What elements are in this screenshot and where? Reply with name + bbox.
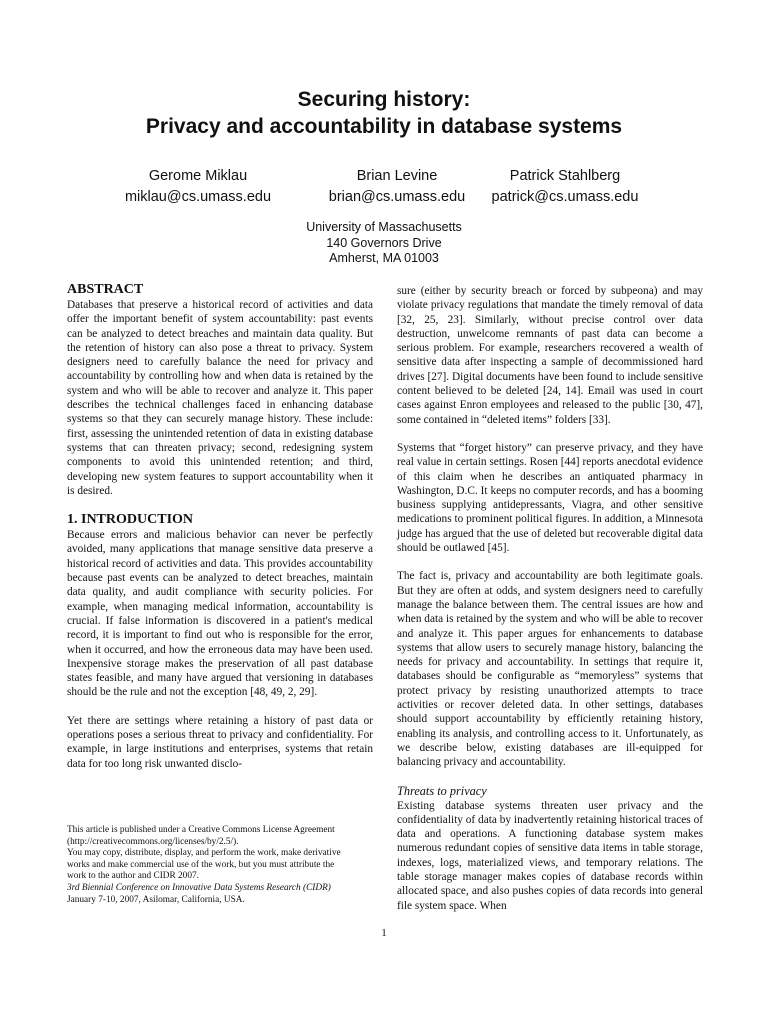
affiliation-line: 140 Governors Drive xyxy=(326,235,442,250)
footnote-line: You may copy, distribute, display, and perform the work, make derivative xyxy=(67,848,341,859)
body-paragraph: Systems that “forget history” can preserve privacy, and they have real value in certain settings. Rosen [44] reports anecdotal evidence of this claim when he describes an antiquated pharmacy in Washington, D.C. It keeps no computer records, and has a booming business supplying antidepressants, Viagra, and other sensitive medications to prominent political figures. In addition, a Minnesota judge has argued that the use of deleted but recoverable digital data should be outlawed [45]. xyxy=(397,441,703,555)
affiliation-line: Amherst, MA 01003 xyxy=(329,251,439,265)
page-number: 1 xyxy=(381,927,387,939)
copyright-footnote xyxy=(67,825,377,906)
author-email: brian@cs.umass.edu xyxy=(328,189,466,205)
footnote-line: works and make commercial use of the work, but you must attribute the xyxy=(67,859,335,870)
footnote-line: work to the author and CIDR 2007. xyxy=(67,871,199,882)
author-name: Patrick Stahlberg xyxy=(509,168,621,184)
affiliation xyxy=(0,220,768,267)
author-email: patrick@cs.umass.edu xyxy=(491,189,639,205)
subsection-heading-threats: Threats to privacy xyxy=(397,783,487,798)
author-email: miklau@cs.umass.edu xyxy=(124,189,272,205)
affiliation-line: University of Massachusetts xyxy=(306,220,462,234)
body-paragraph: sure (either by security breach or forced by subpeona) and may violate privacy regulations that mandate the timely removal of data [32, 25, 23]. Similarly, without precise control over data destruction, unwelcome remnants of past data can become a serious problem. For example, researchers recovered a wealth of sensitive data after inspecting a sample of decommissioned hard drives [27]. Digital documents have been found to include sensitive content believed to be deleted [24, 14]. Email was used in court cases against Enron employees and released to the public [30, 47], some contained in “deleted items” folders [33]. xyxy=(397,285,703,426)
section-heading-introduction: 1. INTRODUCTION xyxy=(67,512,194,528)
paper-title-line-2: Privacy and accountability in database systems xyxy=(145,115,623,138)
body-paragraph: Because errors and malicious behavior can never be perfectly avoided, many applications that manage sensitive data preserve a historical record of activities and data. This provides accountability because past events can be analyzed to detect breaches, maintain data quality, and audit compliance with security policies. For example, when managing medical information, accountability is crucial. If false information is discovered in a patient's medical record, it is important to find out who is responsible for the error, when it occurred, and how the erroneous data may have been used. Inexpensive storage makes the preservation of all past database states feasible, and many have argued that versioning in databases should be the rule and not the exception [48, 49, 2, 29]. xyxy=(67,529,373,699)
footnote-line: This article is published under a Creative Commons License Agreement xyxy=(67,825,335,835)
body-paragraph: Yet there are settings where retaining a history of past data or operations poses a serious threat to privacy and confidentiality. For example, in large institutions and enterprises, systems that retain data for too long risk unwanted disclo- xyxy=(67,714,373,770)
abstract-heading: ABSTRACT xyxy=(67,282,144,297)
abstract-text: Databases that preserve a historical record of activities and data offer the important benefit of system accountability: past events can be analyzed to detect breaches and maintain data quality. But the retention of history can also pose a threat to privacy. System designers need to carefully balance the need for privacy and accountability by controlling how and when data is retained by the system and who will be able to recover and analyze it. This paper describes the technical challenges faced in enhancing database systems so that they can securely manage history. These include: first, assessing the unintended retention of data in existing database systems that can threaten privacy; second, redesigning system components to avoid this unintended retention; and third, developing new system features to support accountability when it is desired. xyxy=(67,299,373,497)
author-block-3 xyxy=(445,166,685,208)
footnote-line: 3rd Biennial Conference on Innovative Data Systems Research (CIDR) xyxy=(67,882,331,893)
footnote-line: January 7-10, 2007, Asilomar, California, USA. xyxy=(67,894,245,905)
footnote-line: (http://creativecommons.org/licenses/by/2.5/). xyxy=(67,836,239,847)
author-name: Gerome Miklau xyxy=(148,168,248,184)
author-name: Brian Levine xyxy=(356,168,438,184)
body-paragraph: The fact is, privacy and accountability are both legitimate goals. But they are often at odds, and system designers need to carefully manage the balance between them. The central issues are how and when data is retained by the system and who will be able to recover and analyze it. This paper argues for enhancements to database systems that allow users to securely manage history, balancing the needs for privacy and accountability. In settings that require it, databases should be configurable as “memoryless” systems that protect privacy by resisting unauthorized attempts to trace activities or recover deleted data. In other settings, databases should support accountability by efficiently retaining history, enabling its analysis, and controlling access to it. Unfortunately, as we describe below, existing databases are ill-equipped for balancing privacy and accountability. xyxy=(397,570,703,769)
left-column xyxy=(67,280,373,785)
body-paragraph: Existing database systems threaten user privacy and the confidentiality of data by inadvertently retaining historical traces of data and operations. A functioning database system makes numerous redundant copies of sensitive data items in table storage, indexes, logs, materialized views, and temporary relations. The table storage manager makes copies of database records within allocated space, and also pushes copies of data records into general file system space. When xyxy=(397,799,703,912)
paper-title-line-1: Securing history: xyxy=(297,88,471,111)
right-column xyxy=(397,284,703,927)
